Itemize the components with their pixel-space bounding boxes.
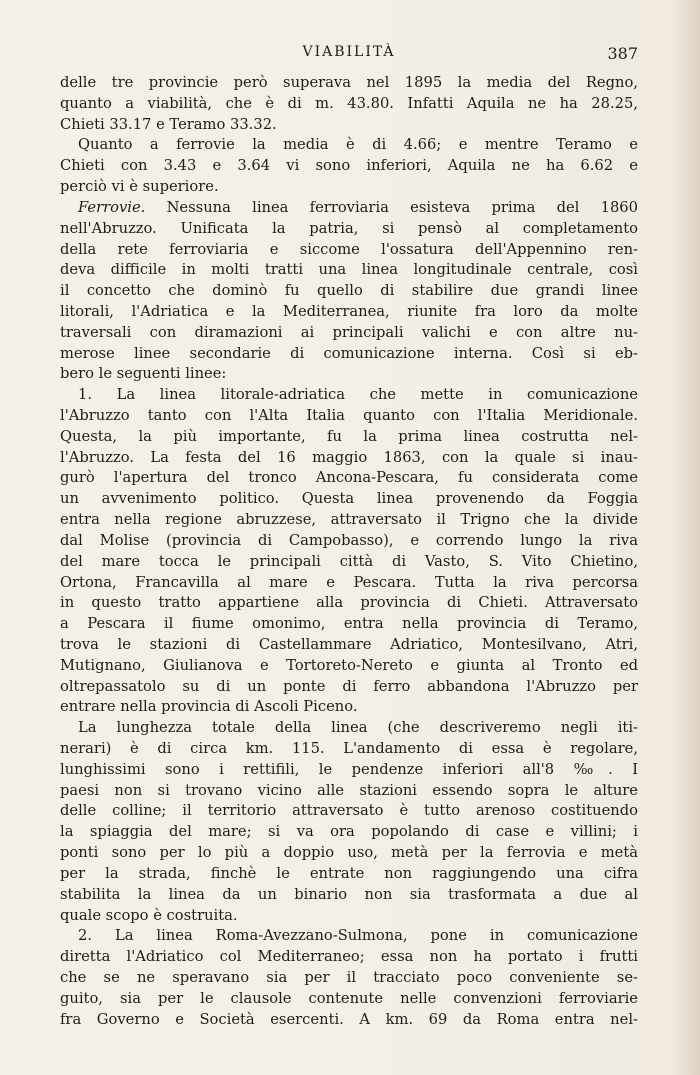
text-line: ponti sono per lo più a doppio uso, metà per la ferrovia e metà <box>60 844 638 862</box>
text-line: l'Abruzzo. La festa del 16 maggio 1863, con la quale si inau- <box>60 448 638 466</box>
text-line: entra nella regione abruzzese, attraversato il Trigno che la divide <box>60 511 638 529</box>
text-line: traversali con diramazioni ai principali valichi e con altre nu- <box>60 323 638 341</box>
text-line: diretta l'Adriatico col Mediterraneo; essa non ha portato i frutti <box>60 948 638 966</box>
text-line: fra Governo e Società esercenti. A km. 69 da Roma entra nel- <box>60 1010 638 1028</box>
text-line: guito, sia per le clausole contenute nelle convenzioni ferroviarie <box>60 989 638 1007</box>
text-line: La lunghezza totale della linea (che descriveremo negli iti- <box>78 719 638 737</box>
text-line: entrare nella provincia di Ascoli Piceno. <box>60 698 358 716</box>
text-line: della rete ferroviaria e siccome l'ossatura dell'Appennino ren- <box>60 240 638 258</box>
numbered-paragraph-line: 1. La linea litorale-adriatica che mette in comunicazione <box>78 386 638 404</box>
page-number: 387 <box>607 44 638 63</box>
text-line: paesi non si trovano vicino alle stazioni essendo sopra le alture <box>60 781 638 799</box>
text-line: che se ne speravano sia per il tracciato poco conveniente se- <box>60 968 638 986</box>
numbered-paragraph-line: 2. La linea Roma-Avezzano-Sulmona, pone in comunicazione <box>78 927 638 945</box>
running-head: VIABILITÀ <box>302 44 396 60</box>
text-line: lunghissimi sono i rettifili, le pendenze inferiori all'8 ‰. I <box>60 760 638 778</box>
text-line: quanto a viabilità, che è di m. 43.80. Infatti Aquila ne ha 28.25, <box>60 94 638 112</box>
text-line: Ortona, Francavilla al mare e Pescara. Tutta la riva percorsa <box>60 573 638 591</box>
text-line: delle colline; il territorio attraversato è tutto arenoso costituendo <box>60 802 638 820</box>
page-gutter-shadow <box>670 0 700 1075</box>
text-line: un avvenimento politico. Questa linea provenendo da Foggia <box>60 490 638 508</box>
text-line: stabilita la linea da un binario non sia trasformata a due al <box>60 885 638 903</box>
text-line: delle tre provincie però superava nel 1895 la media del Regno, <box>60 74 638 91</box>
text-line: Quanto a ferrovie la media è di 4.66; e mentre Teramo e <box>78 136 638 154</box>
text-line: gurò l'apertura del tronco Ancona-Pescara, fu considerata come <box>60 469 638 487</box>
text-line: Chieti 33.17 e Teramo 33.32. <box>60 115 277 133</box>
text-line: trova le stazioni di Castellammare Adriatico, Montesilvano, Atri, <box>60 635 638 653</box>
text-line: bero le seguenti linee: <box>60 365 227 383</box>
text-line: oltrepassatolo su di un ponte di ferro abbandona l'Abruzzo per <box>60 677 638 695</box>
text-line: quale scopo è costruita. <box>60 906 238 924</box>
text-line: in questo tratto appartiene alla provincia di Chieti. Attraversato <box>60 594 638 612</box>
text-line: a Pescara il fiume omonimo, entra nella provincia di Teramo, <box>60 615 638 633</box>
page-header <box>60 44 638 68</box>
text-line: deva difficile in molti tratti una linea longitudinale centrale, così <box>60 261 638 279</box>
text-line: perciò vi è superiore. <box>60 178 219 196</box>
text-line: nell'Abruzzo. Unificata la patria, si pensò al completamento <box>60 219 638 237</box>
section-heading-word: Ferrovie. <box>78 198 146 216</box>
text-line: dal Molise (provincia di Campobasso), e correndo lungo la riva <box>60 531 638 549</box>
text-line: Chieti con 3.43 e 3.64 vi sono inferiori, Aquila ne ha 6.62 e <box>60 157 638 175</box>
text-line: l'Abruzzo tanto con l'Alta Italia quanto con l'Italia Meridionale. <box>60 407 638 424</box>
text-line: merose linee secondarie di comunicazione interna. Così si eb- <box>60 344 638 362</box>
section-heading-line: Ferrovie. Nessuna linea ferroviaria esisteva prima del 1860 <box>78 198 638 216</box>
body-text <box>60 73 638 1030</box>
text-line: Questa, la più importante, fu la prima linea costrutta nel- <box>60 427 638 445</box>
text-line: nerari) è di circa km. 115. L'andamento di essa è regolare, <box>60 740 638 757</box>
text-line: la spiaggia del mare; si va ora popolando di case e villini; i <box>60 823 638 841</box>
text-line: del mare tocca le principali città di Vasto, S. Vito Chietino, <box>60 552 638 570</box>
text-line: Mutignano, Giulianova e Tortoreto-Nereto e giunta al Tronto ed <box>60 656 638 674</box>
text-line: litorali, l'Adriatica e la Mediterranea, riunite fra loro da molte <box>60 302 638 320</box>
text-line: per la strada, finchè le entrate non raggiungendo una cifra <box>60 864 638 882</box>
text-line: il concetto che dominò fu quello di stabilire due grandi linee <box>60 282 638 300</box>
